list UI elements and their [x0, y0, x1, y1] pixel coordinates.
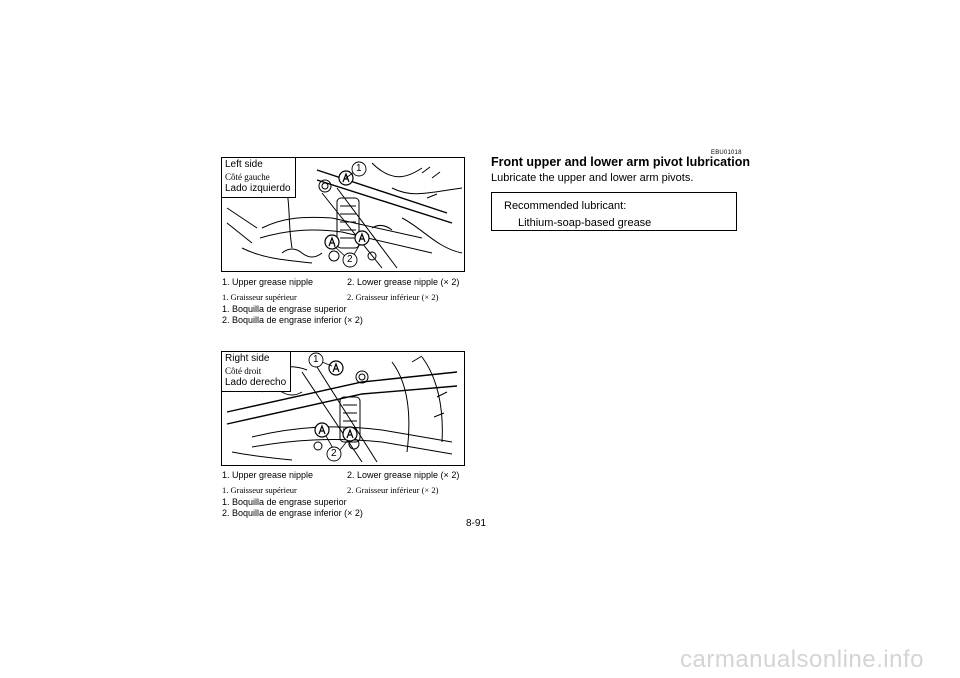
caption-fr-1: 1. Graisseur supérieur: [222, 485, 297, 495]
label-french: Côté gauche: [225, 172, 270, 182]
left-side-figure: [221, 157, 465, 272]
callout-2: 2: [347, 254, 353, 265]
label-english: Right side: [225, 353, 270, 364]
watermark: carmanualsonline.info: [680, 646, 924, 673]
label-english: Left side: [225, 159, 263, 170]
caption-en-2: 2. Lower grease nipple (× 2): [347, 470, 460, 480]
page-number: 8-91: [466, 518, 487, 529]
grease-nipple-markers: [325, 171, 369, 249]
label-spanish: Lado derecho: [225, 377, 287, 388]
lubricant-label: Recommended lubricant:: [504, 200, 627, 212]
label-spanish: Lado izquierdo: [225, 183, 291, 194]
caption-fr-1: 1. Graisseur supérieur: [222, 292, 297, 302]
callout-2: 2: [331, 448, 337, 459]
section-code: EBU01018: [711, 150, 742, 156]
caption-en-1: 1. Upper grease nipple: [222, 277, 314, 287]
caption-es-2: 2. Boquilla de engrase inferior (× 2): [222, 315, 363, 325]
caption-es-1: 1. Boquilla de engrase superior: [222, 304, 347, 314]
callout-1: 1: [356, 163, 362, 174]
recommended-lubricant-box: [491, 192, 737, 231]
caption-en-1: 1. Upper grease nipple: [222, 470, 314, 480]
caption-es-2: 2. Boquilla de engrase inferior (× 2): [222, 508, 363, 518]
right-side-figure: [221, 351, 465, 466]
section-body: Lubricate the upper and lower arm pivots.: [491, 172, 694, 184]
figure-label: [222, 158, 296, 198]
caption-es-1: 1. Boquilla de engrase superior: [222, 497, 347, 507]
lubricant-value: Lithium-soap-based grease: [518, 217, 652, 229]
caption-en-2: 2. Lower grease nipple (× 2): [347, 277, 460, 287]
caption-fr-2: 2. Graisseur inférieur (× 2): [347, 485, 439, 495]
callout-1: 1: [313, 354, 319, 365]
caption-fr-2: 2. Graisseur inférieur (× 2): [347, 292, 439, 302]
section-heading: Front upper and lower arm pivot lubrication: [491, 155, 751, 169]
figure-label: [222, 352, 291, 392]
label-french: Côté droit: [225, 366, 262, 376]
